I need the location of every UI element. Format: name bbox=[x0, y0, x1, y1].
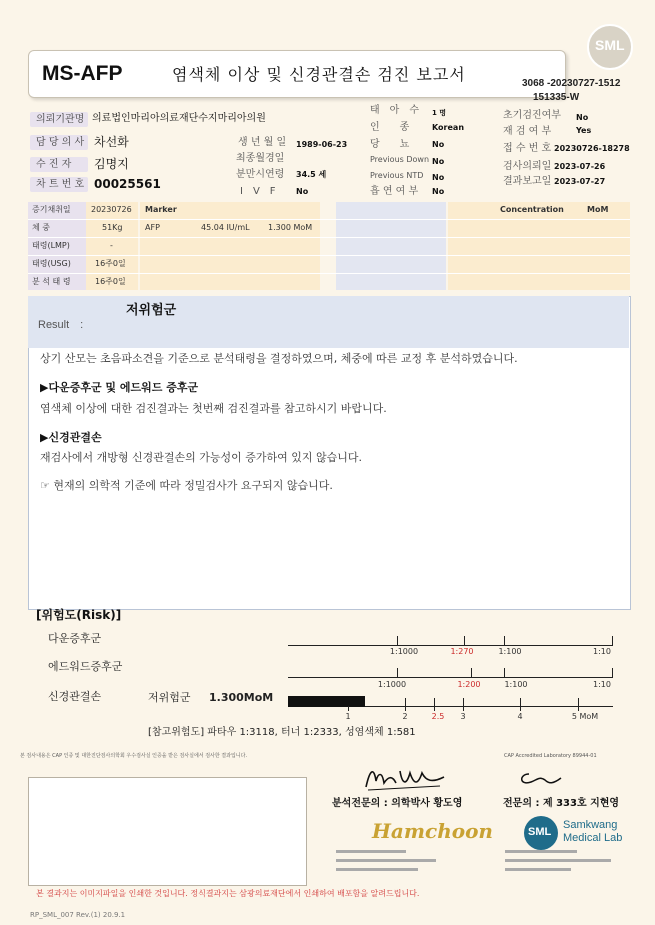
report-date-label: 결과보고일 bbox=[503, 176, 552, 187]
down-tick-label-2: 1:270 bbox=[450, 647, 474, 656]
cap-note: CAP Accredited Laboratory 89944-01 bbox=[504, 753, 597, 759]
blood-date-value: 20230726 bbox=[91, 205, 132, 214]
analyst-label: 분석전문의 : 의학박사 황도영 bbox=[332, 798, 463, 809]
down-tick-label-4: 1:10 bbox=[593, 647, 611, 656]
race-value: Korean bbox=[432, 123, 465, 132]
edwards-tick-1 bbox=[397, 668, 398, 677]
diabetes-value: No bbox=[432, 140, 445, 149]
marker-header: Marker bbox=[145, 205, 177, 214]
result-note: ☞ 현재의 의학적 기준에 따라 정밀검사가 요구되지 않습니다. bbox=[40, 479, 333, 492]
ntd-tick-label-6: 5 MoM bbox=[571, 712, 599, 721]
ivf-value: No bbox=[296, 187, 309, 196]
delivery-age-label: 분만시연령 bbox=[236, 169, 285, 180]
down-risk-label: 다운증후군 bbox=[48, 632, 102, 645]
prev-down-label: Previous Down bbox=[370, 155, 430, 164]
request-date-label: 검사의뢰일 bbox=[503, 161, 552, 172]
samkwang-logo-line2: Medical Lab bbox=[563, 832, 623, 844]
specialist-label: 전문의 : 제 333호 지현영 bbox=[503, 798, 620, 809]
fetus-count-value: 1 명 bbox=[432, 109, 447, 117]
result-line1: 상기 산모는 초음파소견을 기준으로 분석태령을 결정하였으며, 체중에 따른 교정 후 분석하였습니다. bbox=[40, 352, 518, 365]
analysis-ga-value: 16주0일 bbox=[95, 277, 126, 286]
ivf-label: I V F bbox=[240, 186, 276, 197]
accreditation-note: 본 검사내용은 CAP 인증 및 대한진단검사의학회 우수검사실 인증을 받은 검사실에서 검사한 결과입니다. bbox=[20, 753, 248, 759]
edwards-tick-label-3: 1:100 bbox=[504, 680, 528, 689]
receipt-label: 접 수 번 호 bbox=[503, 143, 552, 154]
result-value: 저위험군 bbox=[126, 303, 177, 318]
result-label: Result : bbox=[38, 319, 84, 331]
samkwang-address-lines bbox=[505, 850, 625, 878]
edwards-risk-label: 에드워드증후군 bbox=[48, 660, 123, 673]
hamchoon-logo-text: Hamchoon bbox=[372, 819, 493, 843]
analysis-ga-label: 분 석 태 령 bbox=[32, 277, 71, 286]
reference-risk: [참고위험도] 파타우 1:3118, 터너 1:2333, 성염색체 1:581 bbox=[148, 727, 416, 738]
smoking-label: 흡 연 여 부 bbox=[370, 186, 419, 197]
ntd-risk-label: 신경관결손 bbox=[48, 690, 102, 703]
ga-usg-value: 16주0일 bbox=[95, 259, 126, 268]
marker-conc: 45.04 IU/mL bbox=[201, 223, 250, 232]
sml-logo-text: SML bbox=[595, 37, 625, 53]
ntd-heading: ▶신경관결손 bbox=[40, 431, 102, 444]
ntd-tick-label-4: 3 bbox=[460, 712, 466, 721]
down-heading: ▶다운증후군 및 에드워드 증후군 bbox=[40, 381, 199, 394]
edwards-tick-label-2: 1:200 bbox=[457, 680, 481, 689]
down-tick-2 bbox=[464, 636, 465, 645]
first-test-label: 초기검진여부 bbox=[503, 110, 561, 121]
ntd-text: 재검사에서 개방형 신경관결손의 가능성이 증가하여 있지 않습니다. bbox=[40, 451, 363, 464]
ntd-tick-label-2: 2 bbox=[402, 712, 408, 721]
ntd-tick-2 bbox=[405, 698, 406, 711]
marker-name: AFP bbox=[145, 223, 160, 232]
lmp-label: 최종월경일 bbox=[236, 153, 285, 164]
dob-value: 1989-06-23 bbox=[296, 140, 348, 149]
report-code-line2: 151335-W bbox=[533, 92, 580, 103]
specialist-signature bbox=[515, 768, 565, 790]
ga-usg-label: 태령(USG) bbox=[32, 259, 71, 268]
doctor-label: 담 당 의 사 bbox=[30, 135, 88, 150]
report-date-value: 2023-07-27 bbox=[554, 177, 606, 186]
ntd-tick-5 bbox=[520, 698, 521, 711]
ntd-tick-6 bbox=[578, 698, 579, 711]
test-name: MS-AFP bbox=[42, 62, 123, 85]
result-header bbox=[28, 296, 629, 348]
chart-label: 차 트 번 호 bbox=[30, 177, 88, 192]
institution-value: 의료법인마리아의료재단수지마리아의원 bbox=[92, 113, 266, 124]
examinee-value: 김명지 bbox=[94, 157, 129, 171]
down-risk-axis bbox=[288, 645, 613, 646]
mom-header: MoM bbox=[587, 205, 609, 214]
hamchoon-logo bbox=[370, 815, 493, 849]
down-tick-label-3: 1:100 bbox=[498, 647, 522, 656]
edwards-tick-label-1: 1:1000 bbox=[377, 680, 407, 689]
down-tick-3 bbox=[504, 636, 505, 645]
edwards-tick-3 bbox=[504, 668, 505, 677]
marker-mom: 1.300 MoM bbox=[268, 223, 313, 232]
report-code-line1: 3068 -20230727-1512 bbox=[522, 78, 621, 89]
samkwang-logo-line1: Samkwang bbox=[563, 819, 618, 831]
blood-date-label: 증기채취일 bbox=[32, 205, 71, 214]
ga-lmp-value: - bbox=[110, 241, 113, 250]
analyst-signature bbox=[362, 763, 448, 793]
down-tick-1 bbox=[397, 636, 398, 645]
retest-value: Yes bbox=[576, 126, 592, 135]
ntd-tick-label-5: 4 bbox=[517, 712, 523, 721]
examinee-label: 수 진 자 bbox=[30, 157, 88, 172]
weight-label: 체 중 bbox=[32, 223, 50, 232]
weight-value: 51Kg bbox=[102, 223, 123, 232]
doctor-value: 차선화 bbox=[94, 135, 129, 149]
hamchoon-address-lines bbox=[336, 850, 476, 878]
first-test-value: No bbox=[576, 113, 589, 122]
ntd-tick-3 bbox=[434, 698, 435, 711]
form-code: RP_SML_007 Rev.(1) 20.9.1 bbox=[30, 911, 126, 919]
ntd-mom-bar bbox=[288, 696, 365, 707]
report-title: 염색체 이상 및 신경관결손 검진 보고서 bbox=[172, 65, 466, 84]
down-text: 염색체 이상에 대한 검진결과는 첫번째 검진결과를 참고하시기 바랍니다. bbox=[40, 402, 387, 415]
edwards-tick-4 bbox=[612, 668, 613, 677]
edwards-risk-axis bbox=[288, 677, 613, 678]
ga-lmp-label: 태령(LMP) bbox=[32, 241, 70, 250]
samkwang-logo-badge bbox=[524, 816, 558, 850]
prev-ntd-label: Previous NTD bbox=[370, 171, 424, 180]
ntd-tick-label-1: 1 bbox=[345, 712, 351, 721]
request-date-value: 2023-07-26 bbox=[554, 162, 606, 171]
delivery-age-value: 34.5 세 bbox=[296, 170, 327, 179]
down-tick-label-1: 1:1000 bbox=[389, 647, 419, 656]
down-tick-4 bbox=[612, 636, 613, 645]
edwards-tick-2 bbox=[471, 668, 472, 677]
samkwang-badge-text: SML bbox=[528, 826, 552, 838]
smoking-value: No bbox=[432, 187, 445, 196]
institution-label: 의뢰기관명 bbox=[30, 112, 88, 127]
disclaimer: 본 결과지는 이미지파일을 인쇄한 것입니다. 정식결과지는 삼광의료재단에서 인쇄하여 배포함을 알려드립니다. bbox=[36, 889, 420, 898]
ntd-mom-value: 1.300MoM bbox=[209, 691, 274, 704]
comment-box bbox=[28, 777, 307, 886]
risk-heading: [위험도(Risk)] bbox=[36, 608, 122, 622]
conc-header: Concentration bbox=[500, 205, 564, 214]
ntd-tick-label-3: 2.5 bbox=[431, 712, 445, 721]
edwards-tick-label-4: 1:10 bbox=[593, 680, 611, 689]
diabetes-label: 당 뇨 bbox=[370, 139, 410, 150]
ntd-tick-4 bbox=[463, 698, 464, 711]
prev-ntd-value: No bbox=[432, 173, 445, 182]
retest-label: 재 검 여 부 bbox=[503, 126, 552, 137]
ntd-risk-value: 저위험군 bbox=[148, 691, 191, 704]
dob-label: 생 년 월 일 bbox=[238, 137, 287, 148]
ntd-tick-1 bbox=[348, 706, 349, 711]
fetus-count-label: 태 아 수 bbox=[370, 105, 419, 116]
chart-value: 00025561 bbox=[94, 177, 161, 191]
sml-logo bbox=[587, 24, 633, 70]
prev-down-value: No bbox=[432, 157, 445, 166]
receipt-value: 20230726-18278 bbox=[554, 144, 630, 153]
race-label: 인 종 bbox=[370, 122, 410, 133]
